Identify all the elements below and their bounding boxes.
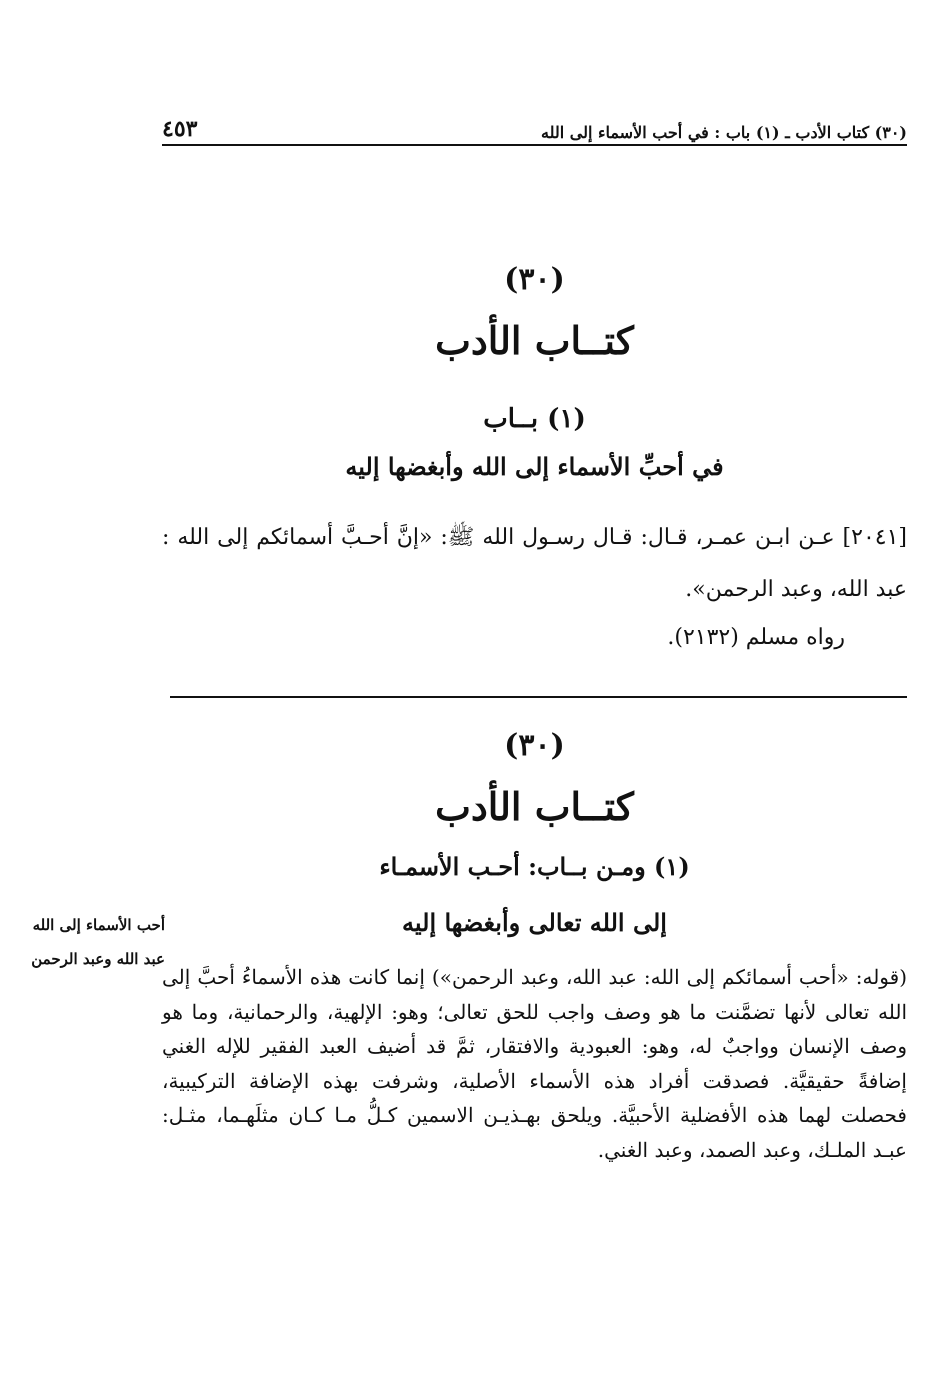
section-rule	[170, 696, 907, 698]
running-title: (٣٠) كتاب الأدب ـ (١) باب : في أحب الأسماء إلى الله	[541, 123, 907, 142]
book-title: كتــاب الأدب	[435, 318, 634, 363]
page-number: ٤٥٣	[162, 116, 198, 142]
chapter-label: (١) بــاب	[483, 404, 586, 434]
hadith-source: رواه مسلم (٢١٣٢).	[667, 625, 845, 650]
book-number: (٣٠)	[504, 262, 565, 297]
commentary-chapter-line-1: (١) ومـن بــاب: أحـب الأسمـاء	[379, 852, 690, 881]
margin-note: أحب الأسماء إلى الله عبد الله وعبد الرحمن	[31, 916, 165, 968]
chapter-title: في أحبِّ الأسماء إلى الله وأبغضها إليه	[345, 452, 724, 481]
header-rule	[162, 144, 907, 146]
hadith-text: [٢٠٤١] عـن ابـن عمـر، قـال: قـال رسـول الله ﷺ: «إنَّ أحـبَّ أسمائكم إلى الله : عبد الله، وعبد الرحمن».	[162, 525, 907, 602]
commentary-text: (قوله: «أحب أسمائكم إلى الله: عبد الله، وعبد الرحمن») إنما كانت هذه الأسماءُ أحبَّ إلى الله تعالى لأنها تضمَّنت ما هو وصف واجب للحق تعالى؛ وهو: الإلهية، والرحمانية، وما هو وصف الإنسان وواجبٌ له، وهو: العبودية والافتقار، ثمَّ قد أضيف العبد الفقير للإله الغني إضافةً حقيقيَّة. فصدقت أفراد هذه الأسماء الأصلية، وشرفت بهذه الإضافة التركيبية، فحصلت لهما هذه الأفضلية الأحبيَّة. ويلحق بهـذيـن الاسمين كـلُّ مـا كـان مثلَهـما، مثـل: عبـد الملـك، وعبد الصمد، وعبد الغني.	[162, 965, 907, 1162]
commentary-book-number: (٣٠)	[504, 728, 565, 763]
commentary-book-title: كتــاب الأدب	[435, 784, 634, 829]
running-header	[162, 112, 907, 142]
commentary-chapter-line-2: إلى الله تعالى وأبغضها إليه	[402, 908, 667, 937]
